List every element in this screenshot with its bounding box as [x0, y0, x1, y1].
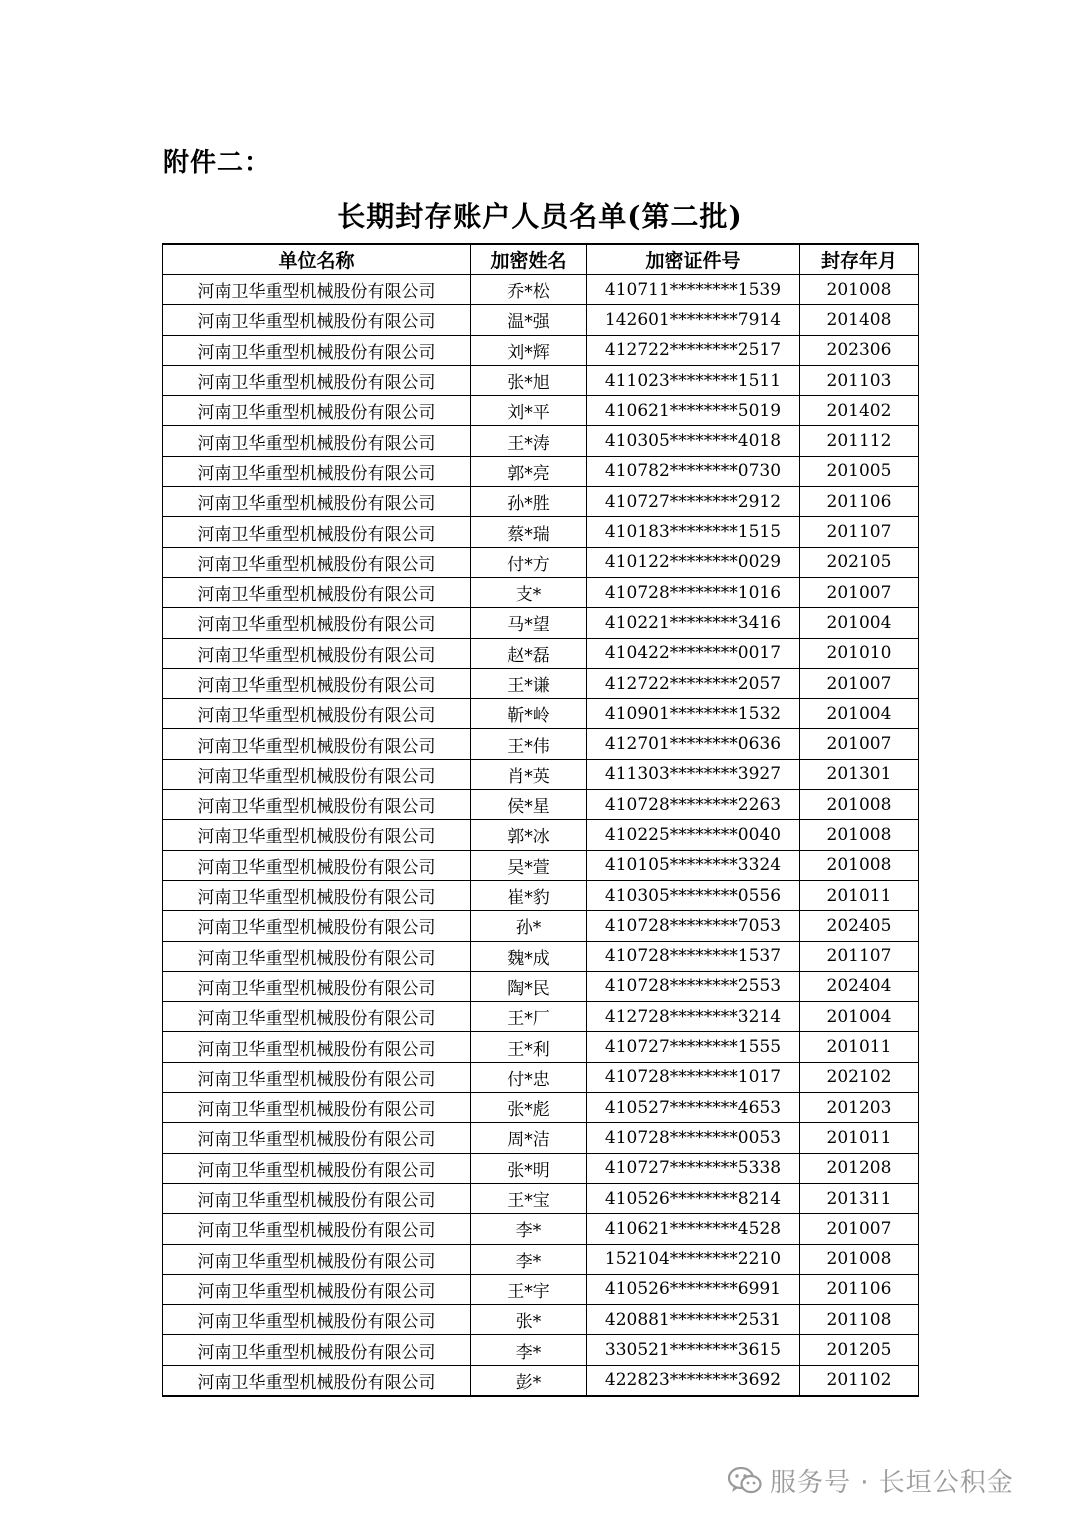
- cell-encrypted-id: 410728********2263: [587, 790, 800, 820]
- table-row: [163, 365, 919, 395]
- cell-sealed-month: 201106: [800, 1274, 919, 1304]
- cell-sealed-month: 201004: [800, 1002, 919, 1032]
- cell-encrypted-name: 温*强: [471, 305, 587, 335]
- cell-unit-name: 河南卫华重型机械股份有限公司: [163, 1062, 471, 1092]
- cell-encrypted-name: 张*彪: [471, 1093, 587, 1123]
- cell-sealed-month: 201005: [800, 456, 919, 486]
- cell-sealed-month: 201107: [800, 941, 919, 971]
- cell-sealed-month: 201301: [800, 759, 919, 789]
- cell-sealed-month: 201008: [800, 850, 919, 880]
- cell-sealed-month: 201007: [800, 668, 919, 698]
- cell-encrypted-name: 王*宇: [471, 1274, 587, 1304]
- cell-sealed-month: 201108: [800, 1305, 919, 1335]
- cell-sealed-month: 201007: [800, 1214, 919, 1244]
- cell-encrypted-name: 李*: [471, 1244, 587, 1274]
- cell-encrypted-id: 410422********0017: [587, 638, 800, 668]
- cell-encrypted-id: 410105********3324: [587, 850, 800, 880]
- column-header-unit-name: 单位名称: [163, 244, 471, 275]
- cell-encrypted-name: 崔*豹: [471, 880, 587, 910]
- cell-sealed-month: 201106: [800, 487, 919, 517]
- cell-encrypted-id: 422823********3692: [587, 1365, 800, 1396]
- table-row: [163, 396, 919, 426]
- cell-encrypted-name: 李*: [471, 1335, 587, 1365]
- table-row: [163, 820, 919, 850]
- table-body: [163, 275, 919, 1396]
- table-row: [163, 456, 919, 486]
- cell-encrypted-name: 张*明: [471, 1153, 587, 1183]
- cell-encrypted-id: 410527********4653: [587, 1093, 800, 1123]
- page-title: 长期封存账户人员名单(第二批): [337, 200, 743, 233]
- table-row: [163, 1002, 919, 1032]
- cell-encrypted-name: 王*谦: [471, 668, 587, 698]
- cell-encrypted-name: 孙*胜: [471, 487, 587, 517]
- cell-encrypted-name: 郭*亮: [471, 456, 587, 486]
- table-row: [163, 1365, 919, 1396]
- cell-encrypted-name: 王*利: [471, 1032, 587, 1062]
- cell-encrypted-id: 142601********7914: [587, 305, 800, 335]
- cell-sealed-month: 201010: [800, 638, 919, 668]
- cell-encrypted-id: 330521********3615: [587, 1335, 800, 1365]
- cell-encrypted-name: 孙*: [471, 911, 587, 941]
- cell-unit-name: 河南卫华重型机械股份有限公司: [163, 1093, 471, 1123]
- cell-encrypted-id: 410727********5338: [587, 1153, 800, 1183]
- cell-sealed-month: 201011: [800, 880, 919, 910]
- table-row: [163, 426, 919, 456]
- table-row: [163, 577, 919, 607]
- cell-sealed-month: 201112: [800, 426, 919, 456]
- cell-encrypted-id: 410728********7053: [587, 911, 800, 941]
- cell-encrypted-name: 肖*英: [471, 759, 587, 789]
- cell-encrypted-name: 陶*民: [471, 971, 587, 1001]
- column-header-encrypted-name: 加密姓名: [471, 244, 587, 275]
- cell-encrypted-name: 靳*岭: [471, 699, 587, 729]
- cell-encrypted-id: 411023********1511: [587, 365, 800, 395]
- table-row: [163, 638, 919, 668]
- table-row: [163, 1183, 919, 1213]
- table-row: [163, 1274, 919, 1304]
- cell-encrypted-name: 王*宝: [471, 1183, 587, 1213]
- cell-sealed-month: 202405: [800, 911, 919, 941]
- cell-unit-name: 河南卫华重型机械股份有限公司: [163, 547, 471, 577]
- cell-sealed-month: 201011: [800, 1123, 919, 1153]
- cell-sealed-month: 201008: [800, 820, 919, 850]
- cell-unit-name: 河南卫华重型机械股份有限公司: [163, 608, 471, 638]
- cell-unit-name: 河南卫华重型机械股份有限公司: [163, 790, 471, 820]
- cell-unit-name: 河南卫华重型机械股份有限公司: [163, 971, 471, 1001]
- cell-sealed-month: 201103: [800, 365, 919, 395]
- cell-encrypted-id: 410728********1017: [587, 1062, 800, 1092]
- cell-encrypted-name: 王*伟: [471, 729, 587, 759]
- table-row: [163, 305, 919, 335]
- table-row: [163, 729, 919, 759]
- cell-sealed-month: 201311: [800, 1183, 919, 1213]
- table-row: [163, 487, 919, 517]
- cell-sealed-month: 202404: [800, 971, 919, 1001]
- cell-encrypted-id: 412701********0636: [587, 729, 800, 759]
- cell-encrypted-id: 410621********5019: [587, 396, 800, 426]
- table-row: [163, 971, 919, 1001]
- table-row: [163, 1305, 919, 1335]
- table-row: [163, 1214, 919, 1244]
- table-row: [163, 941, 919, 971]
- cell-unit-name: 河南卫华重型机械股份有限公司: [163, 577, 471, 607]
- cell-encrypted-id: 411303********3927: [587, 759, 800, 789]
- cell-encrypted-id: 410305********0556: [587, 880, 800, 910]
- cell-sealed-month: 201008: [800, 1244, 919, 1274]
- cell-encrypted-name: 付*方: [471, 547, 587, 577]
- table-row: [163, 608, 919, 638]
- cell-unit-name: 河南卫华重型机械股份有限公司: [163, 668, 471, 698]
- cell-encrypted-name: 支*: [471, 577, 587, 607]
- cell-encrypted-name: 侯*星: [471, 790, 587, 820]
- cell-unit-name: 河南卫华重型机械股份有限公司: [163, 699, 471, 729]
- cell-sealed-month: 202105: [800, 547, 919, 577]
- cell-encrypted-id: 410782********0730: [587, 456, 800, 486]
- cell-unit-name: 河南卫华重型机械股份有限公司: [163, 729, 471, 759]
- cell-encrypted-id: 152104********2210: [587, 1244, 800, 1274]
- cell-encrypted-id: 410122********0029: [587, 547, 800, 577]
- cell-encrypted-id: 410727********2912: [587, 487, 800, 517]
- cell-sealed-month: 201011: [800, 1032, 919, 1062]
- cell-unit-name: 河南卫华重型机械股份有限公司: [163, 456, 471, 486]
- cell-encrypted-id: 412728********3214: [587, 1002, 800, 1032]
- table-row: [163, 1093, 919, 1123]
- cell-sealed-month: 201203: [800, 1093, 919, 1123]
- cell-unit-name: 河南卫华重型机械股份有限公司: [163, 911, 471, 941]
- watermark-text: 服务号 · 长垣公积金: [770, 1468, 1014, 1498]
- cell-encrypted-name: 周*洁: [471, 1123, 587, 1153]
- cell-encrypted-name: 魏*成: [471, 941, 587, 971]
- cell-unit-name: 河南卫华重型机械股份有限公司: [163, 1244, 471, 1274]
- cell-encrypted-id: 410621********4528: [587, 1214, 800, 1244]
- cell-sealed-month: 201408: [800, 305, 919, 335]
- table-row: [163, 699, 919, 729]
- cell-unit-name: 河南卫华重型机械股份有限公司: [163, 305, 471, 335]
- cell-encrypted-name: 蔡*瑞: [471, 517, 587, 547]
- table-row: [163, 759, 919, 789]
- cell-encrypted-id: 410305********4018: [587, 426, 800, 456]
- cell-unit-name: 河南卫华重型机械股份有限公司: [163, 941, 471, 971]
- table-row: [163, 850, 919, 880]
- cell-unit-name: 河南卫华重型机械股份有限公司: [163, 1335, 471, 1365]
- cell-unit-name: 河南卫华重型机械股份有限公司: [163, 275, 471, 305]
- table-row: [163, 1244, 919, 1274]
- sealed-accounts-table: [162, 243, 919, 1397]
- cell-encrypted-id: 410728********1537: [587, 941, 800, 971]
- cell-encrypted-id: 410711********1539: [587, 275, 800, 305]
- cell-encrypted-id: 410221********3416: [587, 608, 800, 638]
- table-row: [163, 911, 919, 941]
- cell-unit-name: 河南卫华重型机械股份有限公司: [163, 1365, 471, 1396]
- cell-unit-name: 河南卫华重型机械股份有限公司: [163, 820, 471, 850]
- cell-unit-name: 河南卫华重型机械股份有限公司: [163, 1214, 471, 1244]
- cell-sealed-month: 201008: [800, 790, 919, 820]
- table-row: [163, 1123, 919, 1153]
- cell-sealed-month: 201107: [800, 517, 919, 547]
- cell-unit-name: 河南卫华重型机械股份有限公司: [163, 365, 471, 395]
- cell-sealed-month: 201102: [800, 1365, 919, 1396]
- cell-encrypted-id: 412722********2057: [587, 668, 800, 698]
- cell-encrypted-name: 李*: [471, 1214, 587, 1244]
- cell-sealed-month: 201004: [800, 608, 919, 638]
- cell-encrypted-id: 420881********2531: [587, 1305, 800, 1335]
- cell-encrypted-name: 郭*冰: [471, 820, 587, 850]
- column-header-encrypted-id: 加密证件号: [587, 244, 800, 275]
- cell-encrypted-name: 付*忠: [471, 1062, 587, 1092]
- cell-sealed-month: 201004: [800, 699, 919, 729]
- table-row: [163, 547, 919, 577]
- cell-unit-name: 河南卫华重型机械股份有限公司: [163, 487, 471, 517]
- column-header-sealed-month: 封存年月: [800, 244, 919, 275]
- cell-unit-name: 河南卫华重型机械股份有限公司: [163, 1183, 471, 1213]
- cell-sealed-month: 201007: [800, 729, 919, 759]
- cell-unit-name: 河南卫华重型机械股份有限公司: [163, 335, 471, 365]
- cell-unit-name: 河南卫华重型机械股份有限公司: [163, 880, 471, 910]
- cell-unit-name: 河南卫华重型机械股份有限公司: [163, 850, 471, 880]
- cell-unit-name: 河南卫华重型机械股份有限公司: [163, 1002, 471, 1032]
- cell-unit-name: 河南卫华重型机械股份有限公司: [163, 1305, 471, 1335]
- cell-encrypted-name: 赵*磊: [471, 638, 587, 668]
- cell-sealed-month: 201402: [800, 396, 919, 426]
- table-row: [163, 668, 919, 698]
- table-row: [163, 275, 919, 305]
- cell-unit-name: 河南卫华重型机械股份有限公司: [163, 638, 471, 668]
- table-header-row: [163, 244, 919, 275]
- cell-unit-name: 河南卫华重型机械股份有限公司: [163, 1032, 471, 1062]
- cell-encrypted-id: 410728********0053: [587, 1123, 800, 1153]
- table-row: [163, 880, 919, 910]
- table-row: [163, 1153, 919, 1183]
- table-row: [163, 335, 919, 365]
- cell-encrypted-id: 410727********1555: [587, 1032, 800, 1062]
- cell-unit-name: 河南卫华重型机械股份有限公司: [163, 1123, 471, 1153]
- cell-sealed-month: 202102: [800, 1062, 919, 1092]
- cell-unit-name: 河南卫华重型机械股份有限公司: [163, 759, 471, 789]
- attachment-label: 附件二：: [163, 148, 272, 178]
- cell-encrypted-name: 乔*松: [471, 275, 587, 305]
- cell-encrypted-name: 吴*萱: [471, 850, 587, 880]
- cell-encrypted-id: 412722********2517: [587, 335, 800, 365]
- cell-unit-name: 河南卫华重型机械股份有限公司: [163, 517, 471, 547]
- cell-encrypted-name: 刘*平: [471, 396, 587, 426]
- cell-sealed-month: 201208: [800, 1153, 919, 1183]
- wechat-icon: [728, 1466, 762, 1496]
- cell-unit-name: 河南卫华重型机械股份有限公司: [163, 426, 471, 456]
- table-row: [163, 517, 919, 547]
- cell-encrypted-id: 410901********1532: [587, 699, 800, 729]
- cell-encrypted-id: 410225********0040: [587, 820, 800, 850]
- cell-encrypted-name: 张*: [471, 1305, 587, 1335]
- cell-sealed-month: 201007: [800, 577, 919, 607]
- cell-encrypted-id: 410526********8214: [587, 1183, 800, 1213]
- cell-sealed-month: 201205: [800, 1335, 919, 1365]
- cell-unit-name: 河南卫华重型机械股份有限公司: [163, 396, 471, 426]
- cell-encrypted-name: 马*望: [471, 608, 587, 638]
- table-row: [163, 1032, 919, 1062]
- cell-encrypted-id: 410526********6991: [587, 1274, 800, 1304]
- watermark: [728, 1462, 1014, 1499]
- cell-encrypted-name: 彭*: [471, 1365, 587, 1396]
- cell-encrypted-id: 410728********1016: [587, 577, 800, 607]
- cell-encrypted-id: 410728********2553: [587, 971, 800, 1001]
- table-row: [163, 1335, 919, 1365]
- cell-unit-name: 河南卫华重型机械股份有限公司: [163, 1153, 471, 1183]
- cell-encrypted-name: 张*旭: [471, 365, 587, 395]
- cell-sealed-month: 201008: [800, 275, 919, 305]
- cell-encrypted-name: 王*厂: [471, 1002, 587, 1032]
- cell-encrypted-id: 410183********1515: [587, 517, 800, 547]
- table-row: [163, 1062, 919, 1092]
- cell-encrypted-name: 刘*辉: [471, 335, 587, 365]
- cell-encrypted-name: 王*涛: [471, 426, 587, 456]
- cell-unit-name: 河南卫华重型机械股份有限公司: [163, 1274, 471, 1304]
- cell-sealed-month: 202306: [800, 335, 919, 365]
- table-row: [163, 790, 919, 820]
